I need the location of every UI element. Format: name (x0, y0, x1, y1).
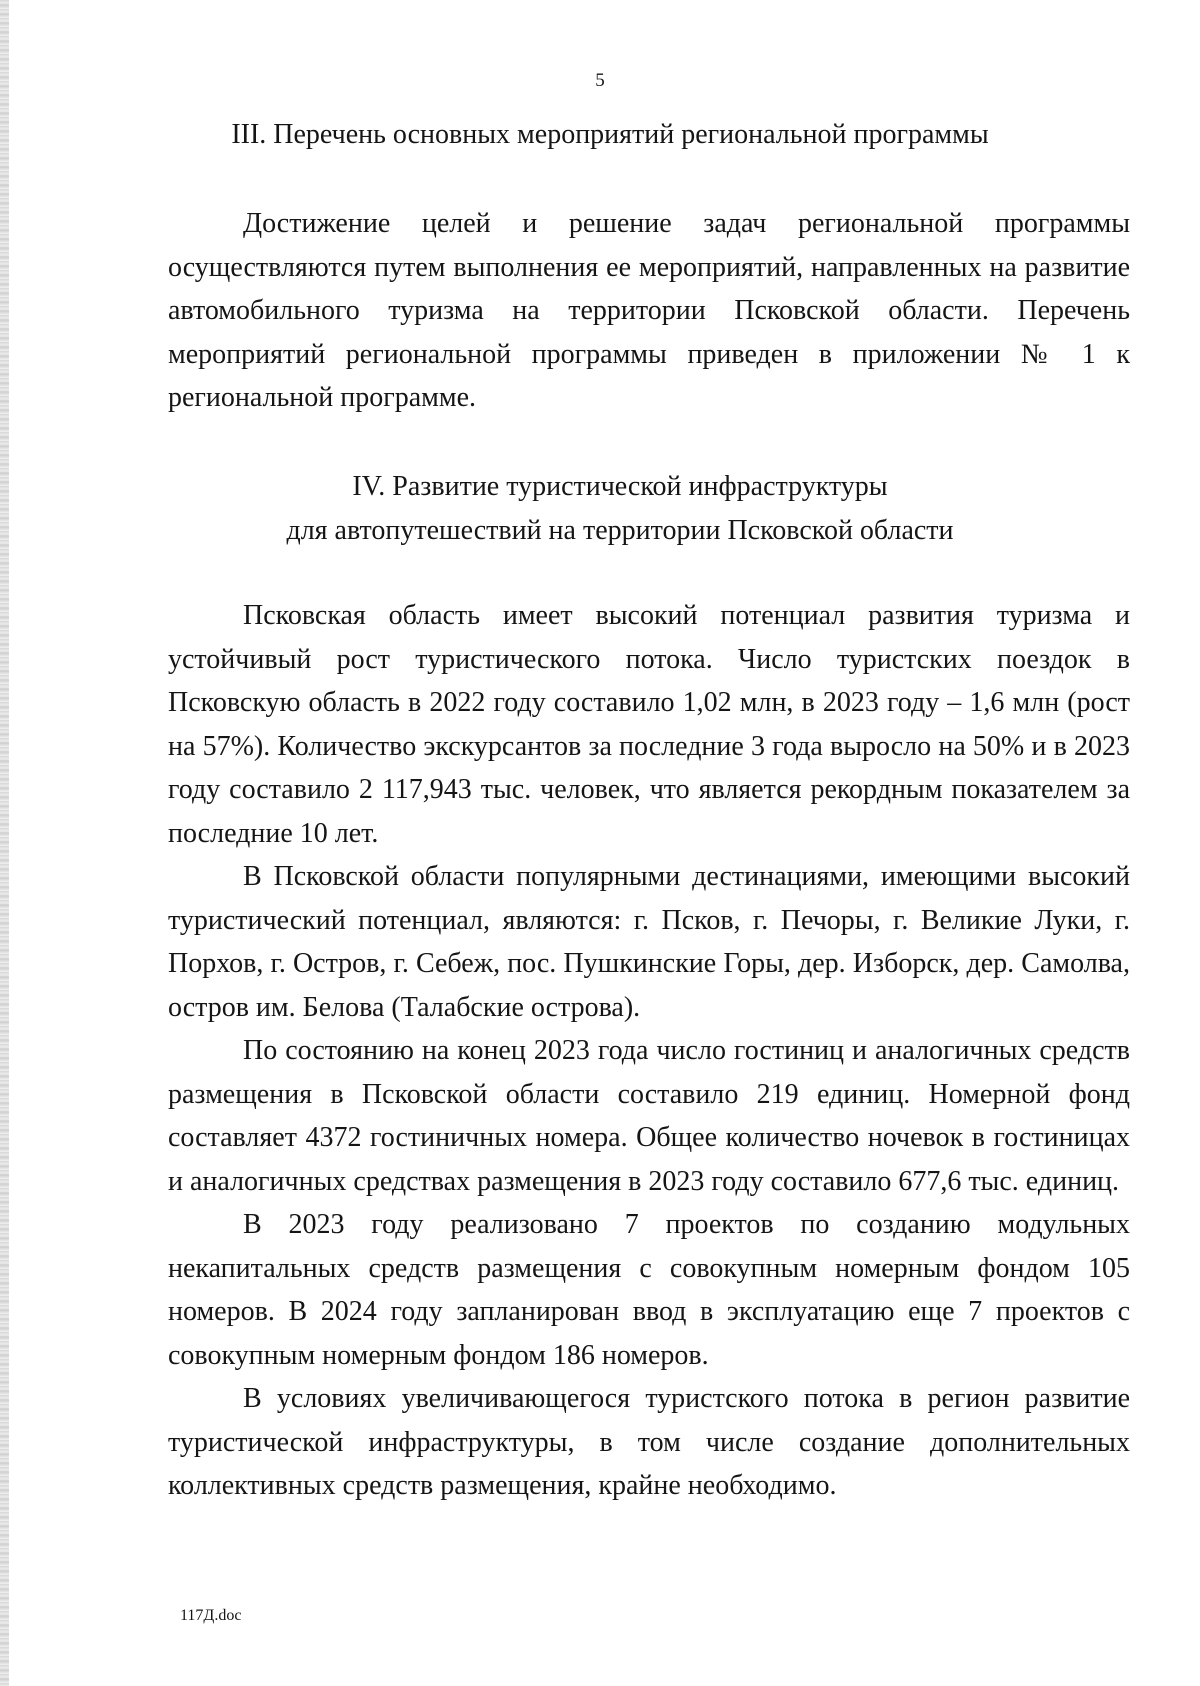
footer-filename: 117Д.doc (180, 1607, 242, 1624)
page-number: 5 (595, 70, 605, 91)
section-4-paragraph-5: В условиях увеличивающегося туристского потока в регион развитие туристической инфраструктуры, в том числе создание дополнительных коллективных средств размещения, крайне необходимо. (168, 1383, 1130, 1501)
section-4-heading (160, 465, 1080, 553)
section-4-heading-line-1: IV. Развитие туристической инфраструктуры (352, 471, 888, 502)
section-4-heading-line-2: для автопутешествий на территории Псковской области (286, 515, 954, 546)
section-4-paragraph-4: В 2023 году реализовано 7 проектов по созданию модульных некапитальных средств размещения с совокупным номерным фондом 105 номеров. В 2024 году запланирован ввод в эксплуатацию еще 7 проектов с совокупным номерным фондом 186 номеров. (168, 1209, 1130, 1371)
section-3-heading: III. Перечень основных мероприятий региональной программы (231, 119, 989, 150)
section-4-body (168, 594, 1130, 1508)
section-4-paragraph-2: В Псковской области популярными дестинациями, имеющими высокий туристический потенциал, являются: г. Псков, г. Печоры, г. Великие Луки, г. Порхов, г. Остров, г. Себеж, пос. Пушкинские Горы, дер. Изборск, дер. Самолва, остров им. Белова (Талабские острова). (168, 861, 1130, 1023)
section-4-paragraph-3: По состоянию на конец 2023 года число гостиниц и аналогичных средств размещения в Псковской области составило 219 единиц. Номерной фонд составляет 4372 гостиничных номера. Общее количество ночевок в гостиницах и аналогичных средствах размещения в 2023 году составило 677,6 тыс. единиц. (168, 1035, 1130, 1197)
scan-edge (0, 0, 9, 1686)
section-3-paragraph-1: Достижение целей и решение задач региональной программы осуществляются путем выполнения ее мероприятий, направленных на развитие автомобильного туризма на территории Псковской области. Перечень мероприятий региональной программы приведен в приложении № 1 к региональной программе. (168, 208, 1130, 413)
section-4-paragraph-1: Псковская область имеет высокий потенциал развития туризма и устойчивый рост туристического потока. Число туристских поездок в Псковскую область в 2022 году составило 1,02 млн, в 2023 году – 1,6 млн (рост на 57%). Количество экскурсантов за последние 3 года выросло на 50% и в 2023 году составило 2 117,943 тыс. человек, что является рекордным показателем за последние 10 лет. (168, 600, 1130, 849)
section-3-body (168, 202, 1130, 420)
